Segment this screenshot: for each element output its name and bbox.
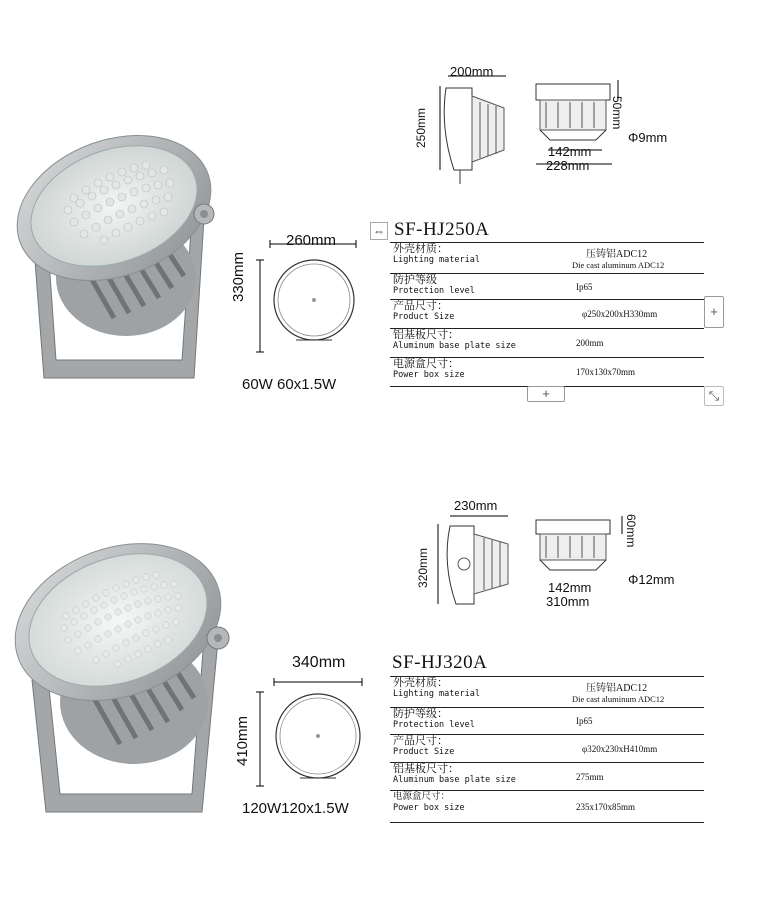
table-row xyxy=(390,243,704,274)
row-label-en: Power box size xyxy=(393,803,465,813)
row-label-en: Lighting material xyxy=(393,689,480,699)
row-label-cn: 铝基板尺寸： xyxy=(393,763,459,775)
table-row xyxy=(390,708,704,735)
floodlight-photo xyxy=(4,128,224,398)
row-label-en: Aluminum base plate size xyxy=(393,341,516,351)
add-column-button[interactable]: + xyxy=(704,296,724,328)
row-value: φ320x230xH410mm xyxy=(582,743,658,754)
hole-label: Φ9mm xyxy=(628,130,668,145)
side-depth-label: 200mm xyxy=(450,64,494,79)
bracket-height-label: 50mm xyxy=(610,96,624,130)
bracket-width-label: 142mm xyxy=(548,580,592,595)
model-title: SF-HJ320A xyxy=(392,652,488,673)
row-label-cn: 外壳材质： xyxy=(393,677,448,689)
row-value: Ip65 xyxy=(576,716,593,726)
row-value: 压铸铝ADC12 xyxy=(586,683,648,694)
overall-width-label: 310mm xyxy=(546,594,590,609)
row-label-cn: 产品尺寸： xyxy=(393,735,448,747)
row-label-en: Product Size xyxy=(393,312,455,322)
model-title: SF-HJ250A xyxy=(394,219,490,240)
row-label-cn: 产品尺寸： xyxy=(393,300,448,312)
row-label-en: Lighting material xyxy=(393,255,480,265)
row-label-cn: 防护等级 xyxy=(393,274,437,286)
front-height-label: 410mm xyxy=(234,715,251,766)
row-label-cn: 铝基板尺寸： xyxy=(393,329,459,341)
row-value-secondary: Die cast aluminum ADC12 xyxy=(572,260,665,270)
row-label-cn: 外壳材质： xyxy=(393,243,448,255)
table-row xyxy=(390,329,704,358)
bracket-width-label: 142mm xyxy=(548,144,592,159)
row-label-en: Power box size xyxy=(393,370,465,380)
row-label-cn: 电源盒尺寸： xyxy=(393,792,451,802)
row-label-en: Aluminum base plate size xyxy=(393,775,516,785)
table-row xyxy=(390,300,704,329)
side-depth-label: 230mm xyxy=(454,498,498,513)
spec-table xyxy=(390,676,704,823)
row-value: φ250x200xH330mm xyxy=(582,309,658,319)
table-resize-handle[interactable]: ⤡ xyxy=(704,386,724,406)
table-row xyxy=(390,735,704,763)
front-width-label: 260mm xyxy=(286,232,337,249)
bracket-height-label: 60mm xyxy=(624,514,638,548)
row-value: 200mm xyxy=(576,338,604,348)
row-value: 235x170x85mm xyxy=(576,801,636,812)
table-row xyxy=(390,791,704,823)
spec-table xyxy=(390,242,704,387)
power-label: 60W 60x1.5W xyxy=(242,376,337,393)
row-label-cn: 防护等级： xyxy=(393,708,448,720)
floodlight-photo xyxy=(6,530,236,820)
add-row-button[interactable]: + xyxy=(527,386,565,402)
row-label-en: Product Size xyxy=(393,747,455,757)
side-height-label: 250mm xyxy=(414,107,428,148)
overall-width-label: 228mm xyxy=(546,158,590,173)
row-label-en: Protection level xyxy=(393,286,475,296)
table-row xyxy=(390,274,704,300)
front-height-label: 330mm xyxy=(230,251,247,302)
product-block-2 xyxy=(0,480,758,880)
row-label-en: Protection level xyxy=(393,720,475,730)
front-view-drawing xyxy=(248,228,368,368)
row-value: Ip65 xyxy=(576,281,593,292)
table-row xyxy=(390,358,704,387)
hole-label: Φ12mm xyxy=(628,572,675,587)
row-value: 压铸铝ADC12 xyxy=(586,249,648,260)
table-row xyxy=(390,677,704,708)
table-row xyxy=(390,763,704,791)
power-label: 120W120x1.5W xyxy=(242,800,349,817)
product-block-1 xyxy=(0,0,758,440)
row-value: 275mm xyxy=(576,771,604,782)
side-height-label: 320mm xyxy=(416,547,430,588)
row-label-cn: 电源盒尺寸： xyxy=(393,358,459,370)
table-move-handle[interactable]: ⇔ xyxy=(370,222,388,240)
row-value-secondary: Die cast aluminum ADC12 xyxy=(572,694,665,704)
front-view-drawing xyxy=(250,668,370,808)
front-width-label: 340mm xyxy=(292,654,346,671)
row-value: 170x130x70mm xyxy=(576,367,636,377)
